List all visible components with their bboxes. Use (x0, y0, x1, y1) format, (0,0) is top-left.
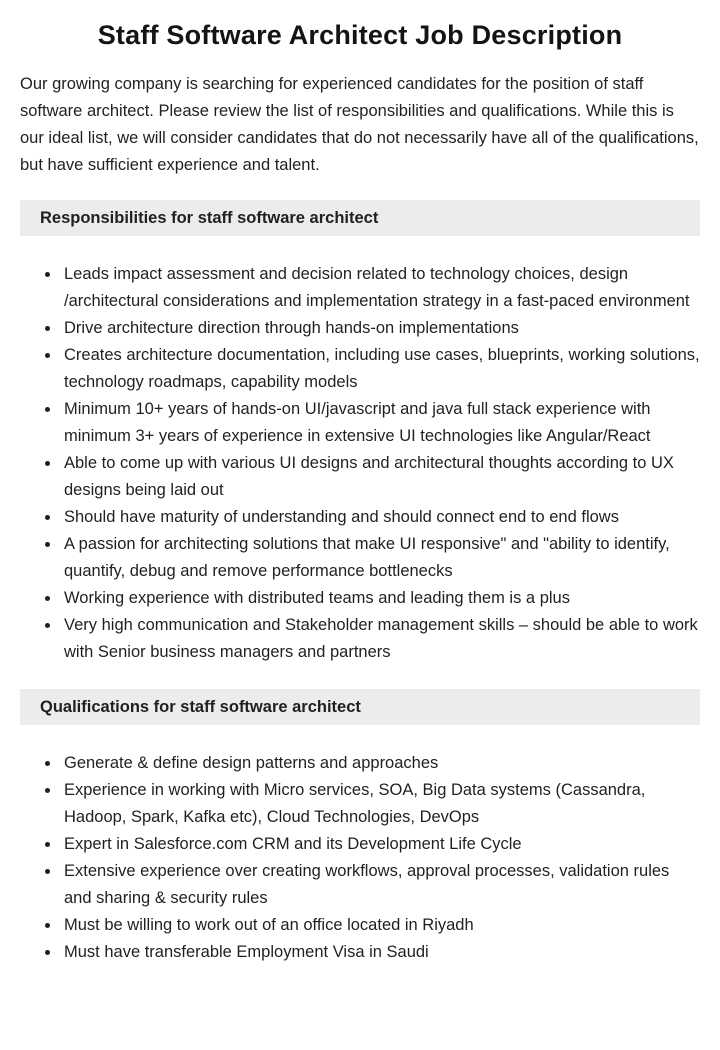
list-item: • Experience in working with Micro services, SOA, Big Data systems (Cassandra, Hadoop, Spark, Kafka etc), Cloud Technologies, DevOps (61, 777, 700, 831)
qualifications-section-header (20, 689, 700, 725)
responsibilities-list (20, 261, 700, 666)
responsibilities-section-header (20, 200, 700, 236)
list-item: • Must be willing to work out of an office located in Riyadh (61, 912, 700, 939)
qualifications-heading: Qualifications for staff software architect (40, 698, 361, 716)
list-item: • Able to come up with various UI designs and architectural thoughts according to UX designs being laid out (61, 450, 700, 504)
page-title: Staff Software Architect Job Description (97, 20, 623, 50)
list-item: • Creates architecture documentation, including use cases, blueprints, working solutions, technology roadmaps, capability models (61, 342, 700, 396)
list-item: • Working experience with distributed teams and leading them is a plus (61, 585, 700, 612)
list-item: • Must have transferable Employment Visa in Saudi (61, 939, 700, 966)
list-item: • Leads impact assessment and decision related to technology choices, design /architectural considerations and implementation strategy in a fast-paced environment (61, 261, 700, 315)
list-item: • A passion for architecting solutions that make UI responsive" and "ability to identify, quantify, debug and remove performance bottlenecks (61, 531, 700, 585)
job-description-page (0, 20, 720, 966)
list-item: • Expert in Salesforce.com CRM and its Development Life Cycle (61, 831, 700, 858)
list-item: • Drive architecture direction through hands-on implementations (61, 315, 700, 342)
list-item: • Should have maturity of understanding and should connect end to end flows (61, 504, 700, 531)
list-item: • Generate & define design patterns and approaches (61, 750, 700, 777)
list-item: • Minimum 10+ years of hands-on UI/javascript and java full stack experience with minimum 3+ years of experience in extensive UI technologies like Angular/React (61, 396, 700, 450)
responsibilities-heading: Responsibilities for staff software architect (40, 209, 379, 227)
intro-paragraph: Our growing company is searching for experienced candidates for the position of staff software architect. Please review the list of responsibilities and qualifications. While this is our ideal list, we will consider candidates that do not necessarily have all of the qualifications, but have sufficient experience and talent. (20, 75, 699, 174)
list-item: • Extensive experience over creating workflows, approval processes, validation rules and sharing & security rules (61, 858, 700, 912)
list-item: • Very high communication and Stakeholder management skills – should be able to work with Senior business managers and partners (61, 612, 700, 666)
qualifications-list (20, 750, 700, 966)
